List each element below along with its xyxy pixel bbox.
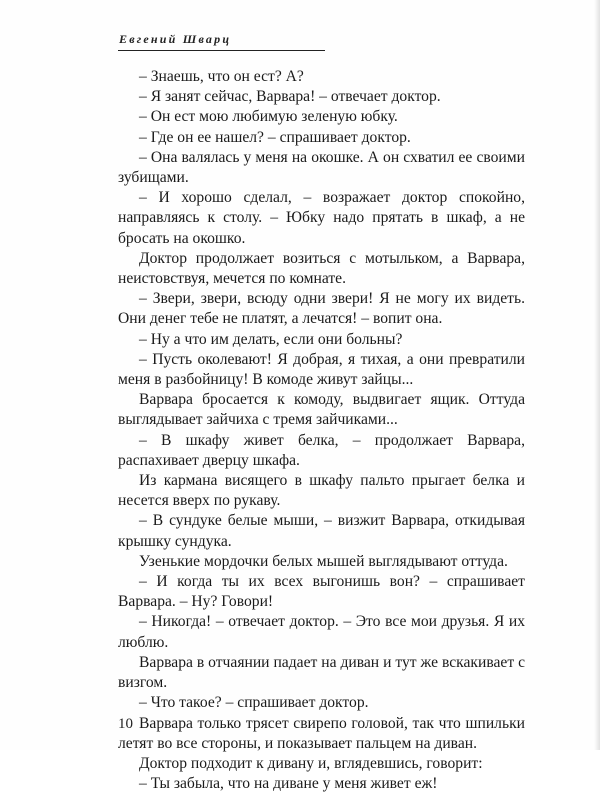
paragraph: – Что такое? – спрашивает доктор. xyxy=(139,694,369,712)
paragraph: – Он ест мою любимую зеленую юбку. xyxy=(139,108,398,126)
paragraph: – В сундуке белые мыши, – визжит Варвара, откидывая крышку сундука. xyxy=(118,512,525,550)
page-edge-shadow xyxy=(594,0,600,750)
paragraph: – Она валялась у меня на окошке. А он схватил ее своими зубищами. xyxy=(118,148,525,187)
paragraph: – Пусть околевают! Я добрая, я тихая, а они превратили меня в разбойницу! В комоде живут зайцы... xyxy=(118,350,525,389)
paragraph: Варвара в отчаянии падает на диван и тут же вскакивает с визгом. xyxy=(118,653,525,692)
running-head-author: Евгений Шварц xyxy=(119,32,232,46)
paragraph: – Знаешь, что он ест? А? xyxy=(139,68,304,85)
paragraph: Доктор продолжает возиться с мотыльком, а Варвара, неистовствуя, мечется по комнате. xyxy=(118,249,525,288)
paragraph: – Ну а что им делать, если они больны? xyxy=(139,330,403,348)
paragraph: – Я занят сейчас, Варвара! – отвечает доктор. xyxy=(139,88,441,106)
paragraph: Из кармана висящего в шкафу пальто прыгает белка и несется вверх по рукаву. xyxy=(118,472,525,510)
paragraph: – И когда ты их всех выгонишь вон? – спрашивает Варвара. – Ну? Говори! xyxy=(118,573,525,611)
header-rule xyxy=(118,50,325,51)
page-number: 10 xyxy=(118,716,133,732)
paragraph: Доктор подходит к дивану и, вглядевшись, говорит: xyxy=(139,754,483,772)
paragraph: – Звери, звери, всюду одни звери! Я не могу их видеть. Они денег тебе не платят, а лечатся! – вопит она. xyxy=(118,290,525,328)
paragraph: Варвара бросается к комоду, выдвигает ящик. Оттуда выглядывает зайчиха с тремя зайчиками... xyxy=(118,391,525,429)
paragraph: – Ты забыла, что на диване у меня живет еж! xyxy=(139,775,438,793)
paragraph: Варвара только трясет свирепо головой, так что шпильки летят во все стороны, и показывает пальцем на диван. xyxy=(118,714,525,752)
paragraph: – В шкафу живет белка, – продолжает Варвара, распахивает дверцу шкафа. xyxy=(118,431,525,469)
paragraph: Узенькие мордочки белых мышей выглядывают оттуда. xyxy=(139,552,508,570)
paragraph: – И хорошо сделал, – возражает доктор спокойно, направляясь к столу. – Юбку надо прятать в шкаф, а не бросать на окошко. xyxy=(118,189,525,247)
paragraph: – Где он ее нашел? – спрашивает доктор. xyxy=(139,128,411,146)
text-body xyxy=(118,67,525,794)
paragraph: – Никогда! – отвечает доктор. – Это все мои друзья. Я их люблю. xyxy=(118,613,525,651)
